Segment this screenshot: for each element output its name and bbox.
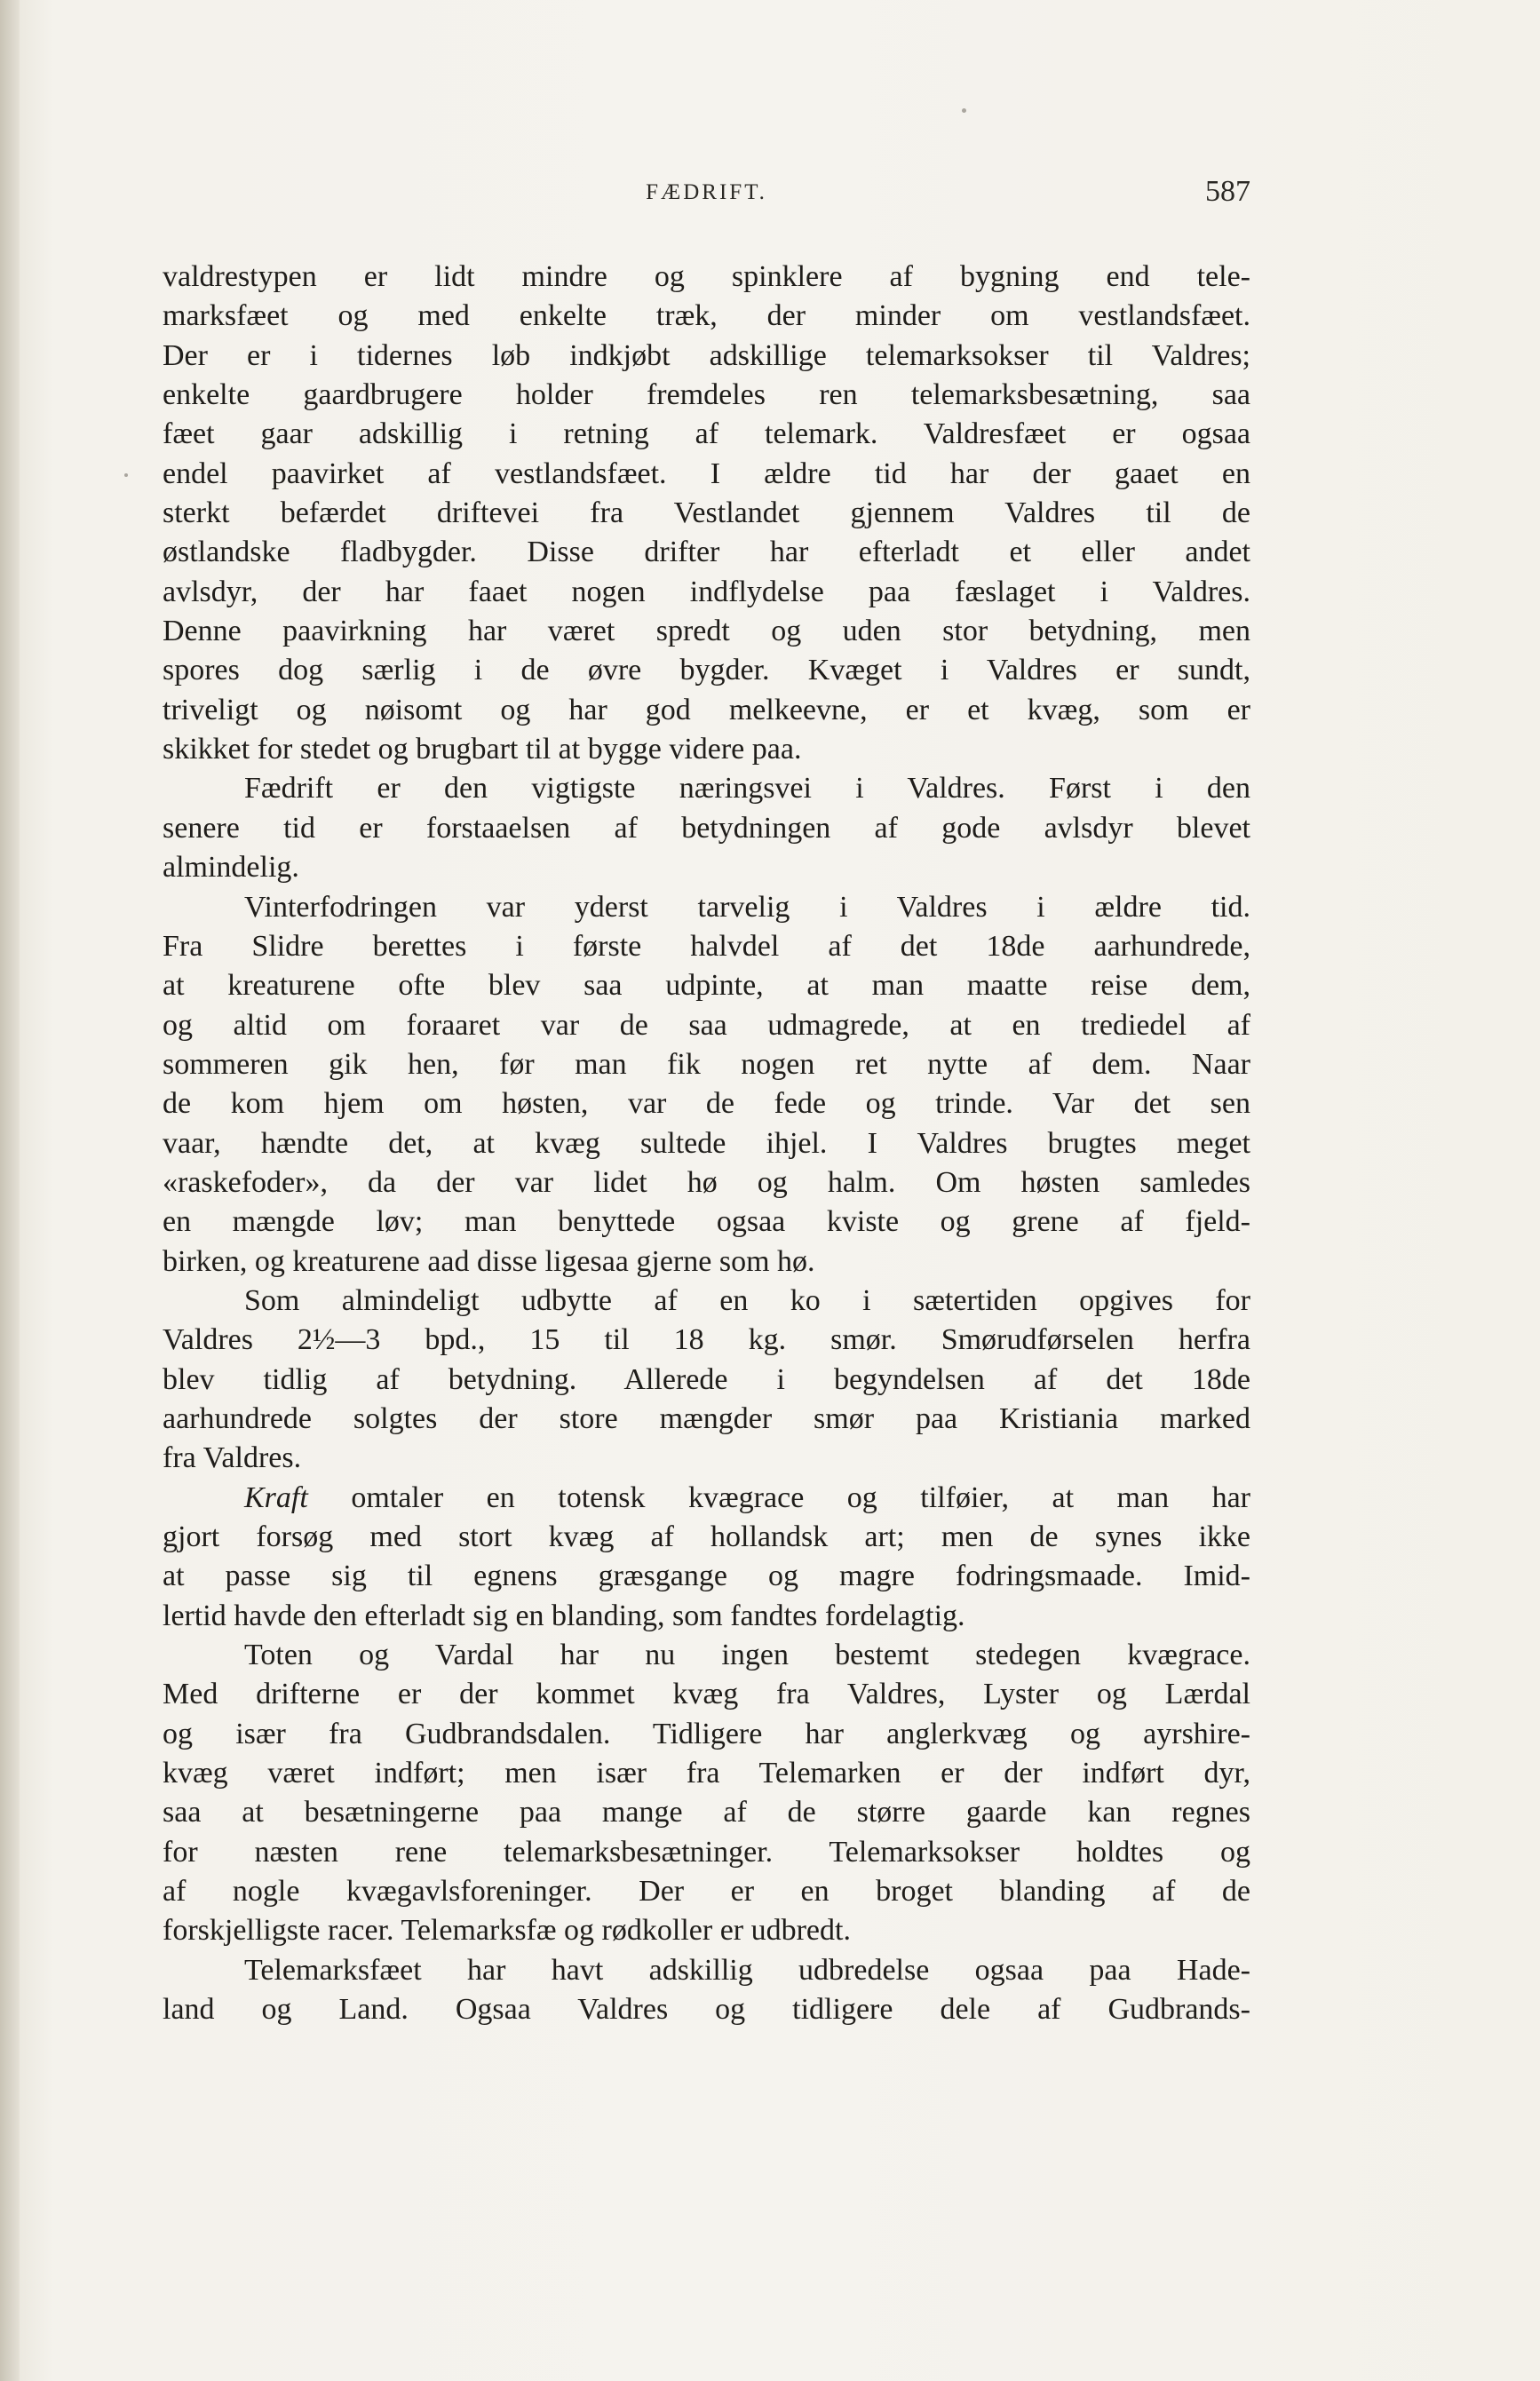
text-line: og især fra Gudbrandsdalen. Tidligere har anglerkvæg og ayrshire- bbox=[163, 1717, 1250, 1750]
text-line: Telemarksfæet har havt adskillig udbredelse ogsaa paa Hade- bbox=[244, 1953, 1250, 1987]
page-header bbox=[163, 175, 1250, 216]
text-line: birken, og kreaturene aad disse ligesaa gjerne som hø. bbox=[163, 1244, 815, 1278]
text-line: fæet gaar adskillig i retning af telemark. Valdresfæet er ogsaa bbox=[163, 417, 1250, 451]
text-line: fra Valdres. bbox=[163, 1441, 302, 1475]
page-edge-shadow bbox=[0, 0, 20, 2381]
text-line: marksfæet og med enkelte træk, der minder om vestlandsfæet. bbox=[163, 299, 1250, 333]
text-line: Denne paavirkning har været spredt og uden stor betydning, men bbox=[163, 615, 1250, 648]
text-line: kvæg været indført; men især fra Telemarken er der indført dyr, bbox=[163, 1757, 1250, 1790]
author-name: Kraft bbox=[244, 1480, 308, 1514]
text-line: Fædrift er den vigtigste næringsvei i Valdres. Først i den bbox=[244, 772, 1250, 806]
text-line: Som almindeligt udbytte af en ko i sætertiden opgives for bbox=[244, 1283, 1250, 1317]
text-line: enkelte gaardbrugere holder fremdeles ren telemarksbesætning, saa bbox=[163, 378, 1250, 412]
text-line: avlsdyr, der har faaet nogen indflydelse paa fæslaget i Valdres. bbox=[163, 575, 1250, 608]
text-line: vaar, hændte det, at kvæg sultede ihjel. I Valdres brugtes meget bbox=[163, 1126, 1250, 1160]
text-line: land og Land. Ogsaa Valdres og tidligere dele af Gudbrands- bbox=[163, 1993, 1250, 2027]
text-line: Toten og Vardal har nu ingen bestemt stedegen kvægrace. bbox=[244, 1639, 1250, 1672]
text-line: Valdres 2½—3 bpd., 15 til 18 kg. smør. Smørudførselen herfra bbox=[163, 1323, 1250, 1357]
text-line: triveligt og nøisomt og har god melkeevne, er et kvæg, som er bbox=[163, 693, 1250, 726]
text-line: «raskefoder», da der var lidet hø og halm. Om høsten samledes bbox=[163, 1165, 1250, 1199]
text-line: og altid om foraaret var de saa udmagrede, at en trediedel af bbox=[163, 1008, 1250, 1042]
text-line: østlandske fladbygder. Disse drifter har efterladt et eller andet bbox=[163, 536, 1250, 569]
text-line: forskjelligste racer. Telemarksfæ og rødkoller er udbredt. bbox=[163, 1914, 851, 1948]
text-line bbox=[163, 1479, 1250, 1518]
text-line: af nogle kvægavlsforeninger. Der er en broget blanding af de bbox=[163, 1875, 1250, 1909]
text-line: blev tidlig af betydning. Allerede i begyndelsen af det 18de bbox=[163, 1362, 1250, 1396]
text-line: almindelig. bbox=[163, 851, 299, 885]
text-fragment: omtaler en totensk kvægrace og tilføier, at man har bbox=[307, 1480, 1250, 1514]
text-line: spores dog særlig i de øvre bygder. Kvæget i Valdres er sundt, bbox=[163, 654, 1250, 687]
body-text bbox=[163, 258, 1250, 2029]
text-line: de kom hjem om høsten, var de fede og trinde. Var det sen bbox=[163, 1087, 1250, 1121]
paper-speck bbox=[962, 108, 966, 113]
text-line: senere tid er forstaaelsen af betydningen af gode avlsdyr blevet bbox=[163, 811, 1250, 845]
text-line: saa at besætningerne paa mange af de større gaarde kan regnes bbox=[163, 1796, 1250, 1829]
text-line: Med drifterne er der kommet kvæg fra Valdres, Lyster og Lærdal bbox=[163, 1678, 1250, 1711]
text-line: Der er i tidernes løb indkjøbt adskillige telemarksokser til Valdres; bbox=[163, 338, 1250, 372]
page-number: 587 bbox=[1205, 175, 1250, 208]
text-line: gjort forsøg med stort kvæg af hollandsk art; men de synes ikke bbox=[163, 1520, 1250, 1553]
text-line: at kreaturene ofte blev saa udpinte, at man maatte reise dem, bbox=[163, 969, 1250, 1003]
text-line: at passe sig til egnens græsgange og magre fodringsmaade. Imid- bbox=[163, 1560, 1250, 1593]
text-line: valdrestypen er lidt mindre og spinklere af bygning end tele- bbox=[163, 260, 1250, 293]
text-line: aarhundrede solgtes der store mængder smør paa Kristiania marked bbox=[163, 1401, 1250, 1435]
text-line: skikket for stedet og brugbart til at bygge videre paa. bbox=[163, 733, 802, 766]
text-line: Vinterfodringen var yderst tarvelig i Valdres i ældre tid. bbox=[244, 890, 1250, 924]
text-line: Fra Slidre berettes i første halvdel af det 18de aarhundrede, bbox=[163, 929, 1250, 963]
text-line: for næsten rene telemarksbesætninger. Telemarksokser holdtes og bbox=[163, 1835, 1250, 1869]
paper-speck bbox=[124, 473, 128, 477]
text-line: sterkt befærdet driftevei fra Vestlandet gjennem Valdres til de bbox=[163, 496, 1250, 530]
text-line: lertid havde den efterladt sig en blanding, som fandtes fordelagtig. bbox=[163, 1599, 965, 1632]
text-line: endel paavirket af vestlandsfæet. I ældre tid har der gaaet en bbox=[163, 456, 1250, 490]
text-line: sommeren gik hen, før man fik nogen ret nytte af dem. Naar bbox=[163, 1047, 1250, 1081]
running-head: FÆDRIFT. bbox=[646, 180, 767, 204]
text-line: en mængde løv; man benyttede ogsaa kviste og grene af fjeld- bbox=[163, 1205, 1250, 1239]
